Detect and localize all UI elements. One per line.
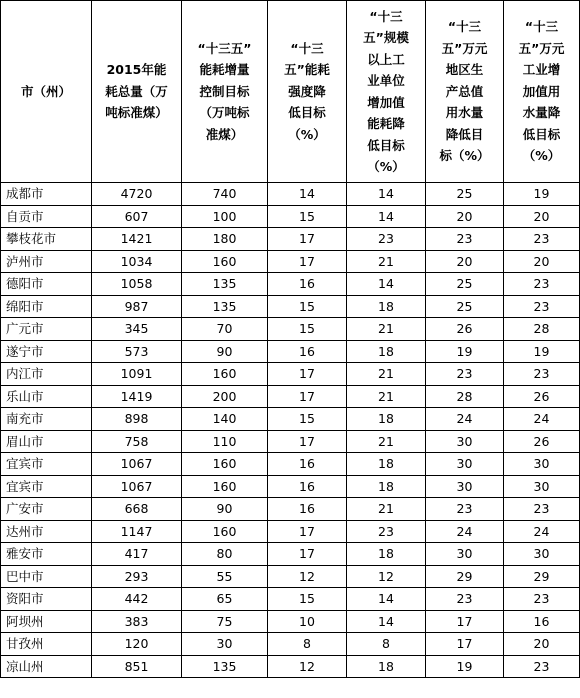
cell-gdp-water: 25 bbox=[426, 183, 504, 206]
cell-gdp-water: 19 bbox=[426, 655, 504, 678]
cell-city: 南充市 bbox=[1, 408, 92, 431]
header-energy-intensity-target: “十三 五”能耗 强度降 低目标 （%） bbox=[268, 1, 347, 183]
cell-gdp-water: 23 bbox=[426, 363, 504, 386]
cell-city: 自贡市 bbox=[1, 205, 92, 228]
cell-energy-intensity: 16 bbox=[268, 340, 347, 363]
cell-gdp-water: 17 bbox=[426, 633, 504, 656]
cell-energy-increment: 90 bbox=[182, 498, 268, 521]
cell-gdp-water: 26 bbox=[426, 318, 504, 341]
table-row bbox=[1, 205, 580, 228]
cell-energy-increment: 75 bbox=[182, 610, 268, 633]
cell-city: 绵阳市 bbox=[1, 295, 92, 318]
cell-industrial-water: 28 bbox=[504, 318, 580, 341]
cell-total-energy: 1067 bbox=[92, 453, 182, 476]
cell-gdp-water: 28 bbox=[426, 385, 504, 408]
cell-city: 巴中市 bbox=[1, 565, 92, 588]
header-industrial-water-target: “十三 五”万元 工业增 加值用 水量降 低目标 （%） bbox=[504, 1, 580, 183]
cell-industrial-energy: 23 bbox=[347, 228, 426, 251]
cell-gdp-water: 30 bbox=[426, 543, 504, 566]
cell-industrial-energy: 18 bbox=[347, 453, 426, 476]
cell-industrial-energy: 21 bbox=[347, 363, 426, 386]
cell-energy-increment: 70 bbox=[182, 318, 268, 341]
cell-industrial-energy: 14 bbox=[347, 183, 426, 206]
cell-energy-increment: 135 bbox=[182, 273, 268, 296]
cell-industrial-energy: 21 bbox=[347, 385, 426, 408]
cell-energy-intensity: 8 bbox=[268, 633, 347, 656]
cell-industrial-water: 16 bbox=[504, 610, 580, 633]
cell-city: 达州市 bbox=[1, 520, 92, 543]
cell-industrial-water: 30 bbox=[504, 453, 580, 476]
cell-city: 甘孜州 bbox=[1, 633, 92, 656]
cell-energy-increment: 140 bbox=[182, 408, 268, 431]
table-row bbox=[1, 273, 580, 296]
header-total-energy-2015: 2015年能 耗总量（万 吨标准煤） bbox=[92, 1, 182, 183]
cell-city: 泸州市 bbox=[1, 250, 92, 273]
cell-energy-increment: 200 bbox=[182, 385, 268, 408]
cell-energy-intensity: 17 bbox=[268, 363, 347, 386]
cell-energy-intensity: 17 bbox=[268, 520, 347, 543]
cell-total-energy: 573 bbox=[92, 340, 182, 363]
cell-industrial-water: 23 bbox=[504, 295, 580, 318]
cell-city: 德阳市 bbox=[1, 273, 92, 296]
cell-energy-intensity: 16 bbox=[268, 273, 347, 296]
cell-gdp-water: 29 bbox=[426, 565, 504, 588]
cell-energy-increment: 160 bbox=[182, 453, 268, 476]
cell-industrial-water: 23 bbox=[504, 655, 580, 678]
cell-city: 内江市 bbox=[1, 363, 92, 386]
cell-city: 宜宾市 bbox=[1, 453, 92, 476]
cell-industrial-energy: 18 bbox=[347, 543, 426, 566]
cell-industrial-water: 23 bbox=[504, 228, 580, 251]
cell-industrial-energy: 18 bbox=[347, 340, 426, 363]
cell-gdp-water: 20 bbox=[426, 250, 504, 273]
cell-industrial-energy: 21 bbox=[347, 430, 426, 453]
cell-total-energy: 1147 bbox=[92, 520, 182, 543]
cell-industrial-water: 26 bbox=[504, 385, 580, 408]
header-row bbox=[1, 1, 580, 183]
cell-energy-increment: 135 bbox=[182, 295, 268, 318]
cell-energy-intensity: 17 bbox=[268, 543, 347, 566]
cell-city: 遂宁市 bbox=[1, 340, 92, 363]
cell-energy-increment: 55 bbox=[182, 565, 268, 588]
header-industrial-energy-target: “十三 五”规模 以上工 业单位 增加值 能耗降 低目标 （%） bbox=[347, 1, 426, 183]
cell-gdp-water: 25 bbox=[426, 273, 504, 296]
cell-total-energy: 1067 bbox=[92, 475, 182, 498]
cell-energy-intensity: 15 bbox=[268, 318, 347, 341]
cell-industrial-energy: 14 bbox=[347, 205, 426, 228]
table-row bbox=[1, 363, 580, 386]
cell-energy-intensity: 16 bbox=[268, 453, 347, 476]
cell-industrial-water: 20 bbox=[504, 633, 580, 656]
cell-energy-increment: 740 bbox=[182, 183, 268, 206]
cell-city: 雅安市 bbox=[1, 543, 92, 566]
cell-total-energy: 1421 bbox=[92, 228, 182, 251]
table-row bbox=[1, 340, 580, 363]
cell-energy-intensity: 17 bbox=[268, 385, 347, 408]
cell-industrial-water: 29 bbox=[504, 565, 580, 588]
cell-energy-intensity: 14 bbox=[268, 183, 347, 206]
cell-gdp-water: 23 bbox=[426, 588, 504, 611]
cell-energy-increment: 30 bbox=[182, 633, 268, 656]
table-row bbox=[1, 633, 580, 656]
cell-total-energy: 668 bbox=[92, 498, 182, 521]
cell-total-energy: 1419 bbox=[92, 385, 182, 408]
table-row bbox=[1, 228, 580, 251]
cell-energy-intensity: 12 bbox=[268, 565, 347, 588]
cell-city: 眉山市 bbox=[1, 430, 92, 453]
cell-gdp-water: 23 bbox=[426, 228, 504, 251]
cell-industrial-water: 20 bbox=[504, 205, 580, 228]
cell-city: 乐山市 bbox=[1, 385, 92, 408]
cell-gdp-water: 24 bbox=[426, 408, 504, 431]
cell-energy-intensity: 17 bbox=[268, 228, 347, 251]
cell-city: 资阳市 bbox=[1, 588, 92, 611]
cell-energy-intensity: 15 bbox=[268, 408, 347, 431]
cell-total-energy: 758 bbox=[92, 430, 182, 453]
cell-gdp-water: 24 bbox=[426, 520, 504, 543]
table-row bbox=[1, 453, 580, 476]
cell-total-energy: 898 bbox=[92, 408, 182, 431]
table-row bbox=[1, 588, 580, 611]
cell-energy-increment: 100 bbox=[182, 205, 268, 228]
table-row bbox=[1, 475, 580, 498]
cell-total-energy: 442 bbox=[92, 588, 182, 611]
cell-industrial-water: 26 bbox=[504, 430, 580, 453]
cell-industrial-energy: 8 bbox=[347, 633, 426, 656]
cell-energy-increment: 135 bbox=[182, 655, 268, 678]
header-gdp-water-target: “十三 五”万元 地区生 产总值 用水量 降低目 标（%） bbox=[426, 1, 504, 183]
cell-industrial-water: 30 bbox=[504, 543, 580, 566]
cell-city: 宜宾市 bbox=[1, 475, 92, 498]
table-row bbox=[1, 543, 580, 566]
cell-industrial-water: 20 bbox=[504, 250, 580, 273]
cell-city: 凉山州 bbox=[1, 655, 92, 678]
cell-energy-intensity: 17 bbox=[268, 430, 347, 453]
cell-energy-increment: 180 bbox=[182, 228, 268, 251]
cell-gdp-water: 30 bbox=[426, 453, 504, 476]
table-row bbox=[1, 655, 580, 678]
cell-industrial-energy: 18 bbox=[347, 295, 426, 318]
table-row bbox=[1, 295, 580, 318]
cell-industrial-energy: 18 bbox=[347, 475, 426, 498]
cell-gdp-water: 17 bbox=[426, 610, 504, 633]
cell-energy-intensity: 15 bbox=[268, 205, 347, 228]
cell-energy-increment: 110 bbox=[182, 430, 268, 453]
cell-industrial-energy: 21 bbox=[347, 498, 426, 521]
header-city: 市（州） bbox=[1, 1, 92, 183]
cell-industrial-water: 19 bbox=[504, 340, 580, 363]
cell-energy-increment: 160 bbox=[182, 475, 268, 498]
cell-total-energy: 1091 bbox=[92, 363, 182, 386]
cell-industrial-energy: 12 bbox=[347, 565, 426, 588]
table-row bbox=[1, 250, 580, 273]
cell-industrial-energy: 21 bbox=[347, 250, 426, 273]
cell-gdp-water: 20 bbox=[426, 205, 504, 228]
cell-total-energy: 607 bbox=[92, 205, 182, 228]
cell-industrial-water: 23 bbox=[504, 498, 580, 521]
cell-industrial-water: 30 bbox=[504, 475, 580, 498]
cell-industrial-energy: 21 bbox=[347, 318, 426, 341]
cell-industrial-energy: 18 bbox=[347, 408, 426, 431]
cell-energy-increment: 160 bbox=[182, 520, 268, 543]
cell-energy-intensity: 10 bbox=[268, 610, 347, 633]
cell-industrial-water: 23 bbox=[504, 588, 580, 611]
header-energy-increment-target: “十三五” 能耗增量 控制目标 （万吨标 准煤） bbox=[182, 1, 268, 183]
cell-city: 广安市 bbox=[1, 498, 92, 521]
table-row bbox=[1, 565, 580, 588]
cell-total-energy: 851 bbox=[92, 655, 182, 678]
cell-gdp-water: 30 bbox=[426, 475, 504, 498]
cell-city: 广元市 bbox=[1, 318, 92, 341]
cell-total-energy: 345 bbox=[92, 318, 182, 341]
table-row bbox=[1, 408, 580, 431]
table-row bbox=[1, 498, 580, 521]
cell-industrial-energy: 23 bbox=[347, 520, 426, 543]
table-row bbox=[1, 430, 580, 453]
cell-energy-increment: 90 bbox=[182, 340, 268, 363]
table-row bbox=[1, 385, 580, 408]
cell-energy-intensity: 16 bbox=[268, 498, 347, 521]
cell-energy-intensity: 15 bbox=[268, 588, 347, 611]
cell-total-energy: 1058 bbox=[92, 273, 182, 296]
table-row bbox=[1, 610, 580, 633]
cell-city: 攀枝花市 bbox=[1, 228, 92, 251]
cell-city: 成都市 bbox=[1, 183, 92, 206]
cell-industrial-water: 24 bbox=[504, 408, 580, 431]
cell-gdp-water: 25 bbox=[426, 295, 504, 318]
cell-energy-increment: 80 bbox=[182, 543, 268, 566]
cell-industrial-water: 24 bbox=[504, 520, 580, 543]
cell-energy-increment: 160 bbox=[182, 363, 268, 386]
cell-total-energy: 987 bbox=[92, 295, 182, 318]
cell-total-energy: 4720 bbox=[92, 183, 182, 206]
cell-industrial-energy: 18 bbox=[347, 655, 426, 678]
cell-total-energy: 120 bbox=[92, 633, 182, 656]
cell-city: 阿坝州 bbox=[1, 610, 92, 633]
cell-total-energy: 293 bbox=[92, 565, 182, 588]
cell-industrial-water: 19 bbox=[504, 183, 580, 206]
cell-energy-increment: 160 bbox=[182, 250, 268, 273]
cell-gdp-water: 19 bbox=[426, 340, 504, 363]
table-row bbox=[1, 318, 580, 341]
cell-energy-intensity: 17 bbox=[268, 250, 347, 273]
table-row bbox=[1, 520, 580, 543]
cell-gdp-water: 23 bbox=[426, 498, 504, 521]
cell-industrial-energy: 14 bbox=[347, 273, 426, 296]
table-row bbox=[1, 183, 580, 206]
cell-industrial-water: 23 bbox=[504, 273, 580, 296]
cell-industrial-water: 23 bbox=[504, 363, 580, 386]
cell-energy-increment: 65 bbox=[182, 588, 268, 611]
cell-energy-intensity: 12 bbox=[268, 655, 347, 678]
cell-energy-intensity: 15 bbox=[268, 295, 347, 318]
cell-total-energy: 1034 bbox=[92, 250, 182, 273]
cell-industrial-energy: 14 bbox=[347, 588, 426, 611]
cell-energy-intensity: 16 bbox=[268, 475, 347, 498]
cell-industrial-energy: 14 bbox=[347, 610, 426, 633]
cell-total-energy: 417 bbox=[92, 543, 182, 566]
cell-total-energy: 383 bbox=[92, 610, 182, 633]
cell-gdp-water: 30 bbox=[426, 430, 504, 453]
